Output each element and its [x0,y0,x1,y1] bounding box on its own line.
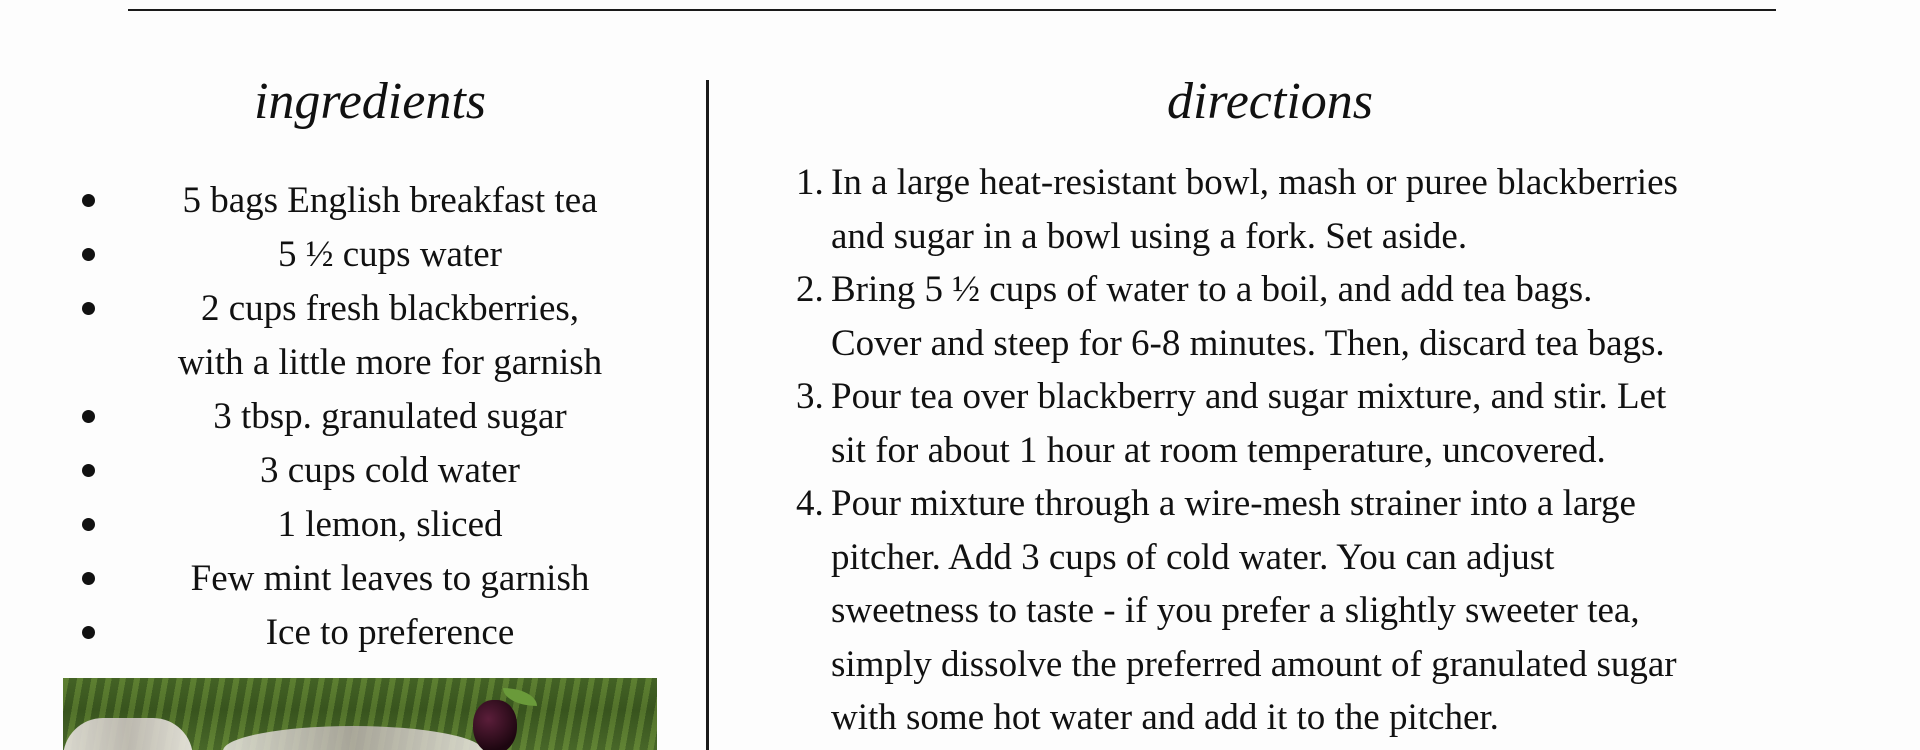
ingredient-text: 3 cups cold water [260,450,520,491]
ingredient-item [60,552,680,606]
step-number: 4. [796,483,824,524]
ingredient-item [60,174,680,228]
ingredient-item [60,282,680,390]
step-number: 3. [796,376,824,417]
bullet-icon [82,518,95,531]
ingredients-list [60,174,680,660]
bullet-icon [82,626,95,639]
ingredient-text: 1 lemon, sliced [277,504,503,545]
photo-blackberry [473,700,517,750]
ingredient-item [60,390,680,444]
top-divider-line [128,9,1776,11]
column-divider-line [706,80,709,750]
ingredients-heading: ingredients [253,73,487,130]
ingredient-item [60,444,680,498]
ingredients-section [60,70,680,653]
step-text: Pour mixture through a wire-mesh strainer into a large pitcher. Add 3 cups of cold water. You can adjust sweetness to taste - if you prefer a slightly sweeter tea, simply dissolve the preferred amount of granulated sugar with some hot water and add it to the pitcher. [831,483,1677,738]
step-number: 1. [796,162,824,203]
directions-list [796,156,1776,745]
photo-mason-jar [63,718,193,750]
blackberry-tea-photo [63,678,657,750]
ingredient-item [60,498,680,552]
step-text: Pour tea over blackberry and sugar mixture, and stir. Let sit for about 1 hour at room temperature, uncovered. [831,376,1667,471]
directions-heading: directions [1166,73,1374,130]
ingredient-item [60,228,680,282]
ingredient-item [60,606,680,660]
step-text: In a large heat-resistant bowl, mash or puree blackberries and sugar in a bowl using a fork. Set aside. [831,162,1678,257]
bullet-icon [82,464,95,477]
bullet-icon [82,572,95,585]
ingredient-text: 5 bags English breakfast tea [182,180,598,221]
direction-step [796,370,1776,477]
ingredient-text: 5 ½ cups water [278,234,502,275]
direction-step [796,263,1776,370]
directions-section [780,70,1780,738]
step-text: Bring 5 ½ cups of water to a boil, and add tea bags. Cover and steep for 6-8 minutes. Then, discard tea bags. [831,269,1665,364]
direction-step [796,156,1776,263]
ingredient-text: Few mint leaves to garnish [190,558,590,599]
bullet-icon [82,302,95,315]
ingredient-text: 3 tbsp. granulated sugar [213,396,567,437]
bullet-icon [82,248,95,261]
ingredient-text: 2 cups fresh blackberries, with a little more for garnish [177,288,603,383]
direction-step [796,477,1776,745]
bullet-icon [82,410,95,423]
ingredient-text: Ice to preference [265,612,515,653]
step-number: 2. [796,269,824,310]
bullet-icon [82,194,95,207]
